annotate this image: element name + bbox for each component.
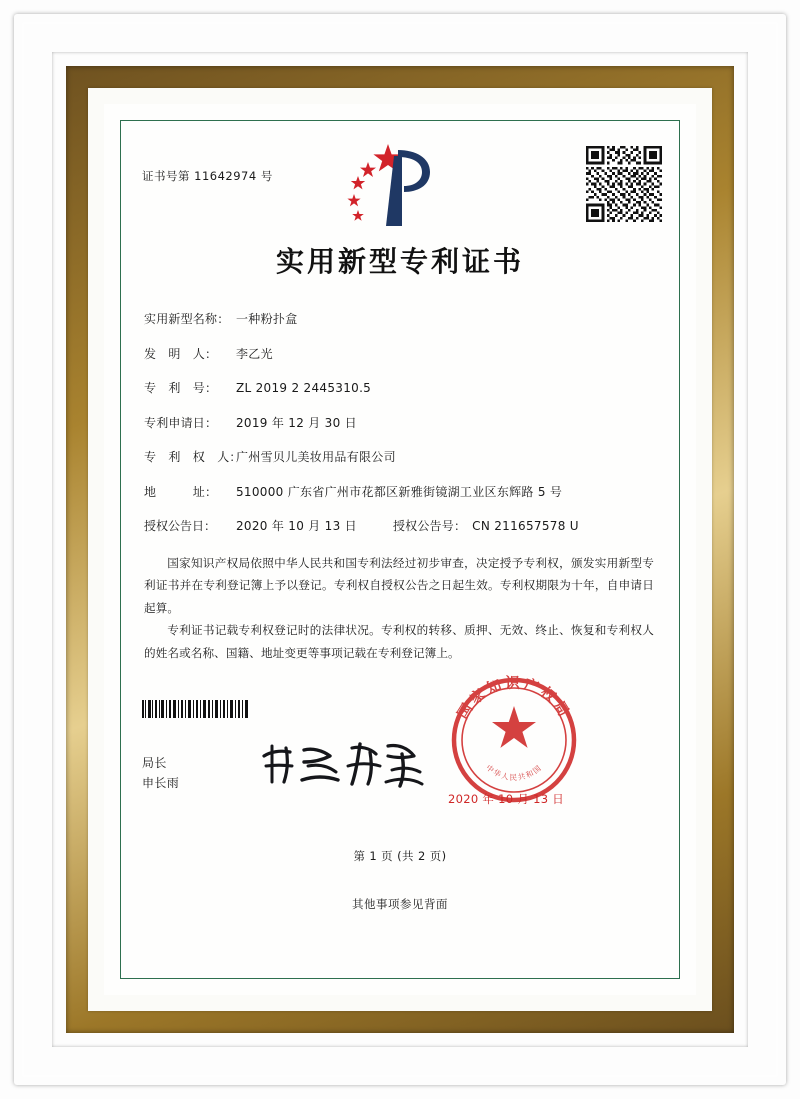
certificate-header: [136, 138, 664, 234]
signature-title: 局长: [142, 756, 167, 770]
grant-number-label: 授权公告号：: [392, 519, 467, 533]
field-label: 专 利 权 人：: [144, 450, 242, 464]
grant-date-value: 2020 年 10 月 13 日: [236, 519, 357, 533]
qr-code-icon: [586, 146, 662, 222]
signature-name: 申长雨: [142, 775, 180, 790]
field-utility-model-name: [144, 310, 664, 327]
field-value: 一种粉扑盒: [236, 312, 298, 326]
svg-text:国家知识产权局: 国家知识产权局: [454, 675, 574, 722]
field-application-date: [144, 414, 664, 431]
field-grant-row: [144, 517, 664, 534]
field-label: 专 利 号：: [144, 381, 218, 395]
field-label: 实用新型名称：: [144, 312, 230, 326]
field-value: 510000 广东省广州市花都区新雅街镜湖工业区东辉路 5 号: [236, 484, 563, 499]
field-value: 李乙光: [236, 346, 273, 361]
certificate-number: 证书号第 11642974 号: [142, 169, 273, 183]
handwritten-signature-icon: [256, 736, 426, 792]
page-number: 第 1 页 (共 2 页): [353, 849, 447, 863]
field-patent-number: [144, 379, 664, 396]
field-label: 地 址：: [144, 484, 218, 499]
grant-number-value: CN 211657578 U: [472, 519, 579, 533]
signature-block: [142, 754, 179, 794]
legal-paragraph-1: 国家知识产权局依照中华人民共和国专利法经过初步审查，决定授予专利权，颁发实用新型专利证书并在专利登记簿上予以登记。专利权自授权公告之日起生效。专利权期限为十年，自申请日起算。: [144, 555, 654, 615]
cnipa-star-p-logo-icon: [342, 142, 448, 228]
patent-fields: [136, 310, 664, 534]
field-label: 专利申请日：: [144, 415, 218, 430]
footer-note: 其他事项参见背面: [352, 897, 448, 911]
barcode-icon: [142, 700, 250, 718]
page-title: 实用新型专利证书: [275, 245, 524, 278]
legal-text: [136, 552, 664, 665]
field-patentee: [144, 448, 664, 465]
field-address: [144, 483, 664, 500]
seal-date: 2020 年 10 月 13 日: [448, 792, 565, 806]
field-value: ZL 2019 2 2445310.5: [236, 381, 372, 395]
certificate-sheet: [104, 104, 696, 995]
certificate-content: [136, 138, 664, 961]
legal-paragraph-2: 专利证书记载专利权登记时的法律状况。专利权的转移、质押、无效、终止、恢复和专利权人的姓名或名称、国籍、地址变更等事项记载在专利登记簿上。: [144, 623, 654, 660]
field-value: 广州雪贝儿美妆用品有限公司: [236, 450, 396, 464]
field-value: 2019 年 12 月 30 日: [236, 415, 357, 430]
field-label: 发 明 人：: [144, 346, 218, 361]
svg-text:中华人民共和国: 中华人民共和国: [484, 762, 544, 782]
grant-date-label: 授权公告日：: [144, 519, 217, 533]
field-inventor: [144, 345, 664, 362]
